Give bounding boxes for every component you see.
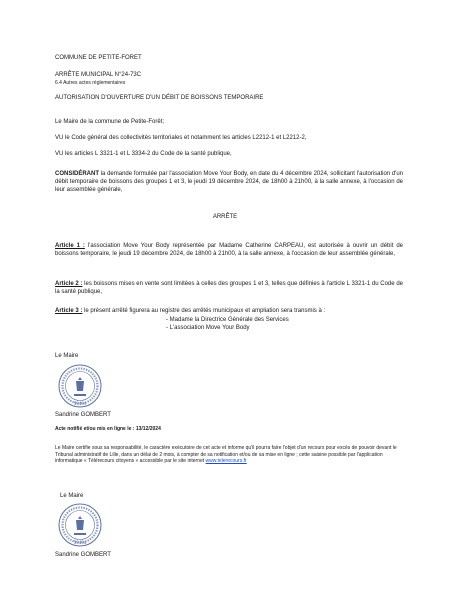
recipient-dgs: - Madame la Directrice Générale des Services bbox=[166, 317, 289, 323]
recipient-association: - L'association Move Your Body bbox=[166, 325, 250, 331]
arrete-heading: ARRÊTE bbox=[212, 214, 238, 220]
article-1-label: Article 1 : bbox=[55, 243, 85, 249]
article-3-label: Article 3 : bbox=[55, 308, 83, 314]
arrete-subject: AUTORISATION D'OUVERTURE D'UN DÉBIT DE BOISSONS TEMPORAIRE bbox=[55, 95, 264, 101]
vu-sante-publique: VU les articles L 3321-1 et L 3334-2 du Code de la santé publique, bbox=[55, 151, 232, 157]
article-1 bbox=[55, 242, 403, 258]
article-1-text: l'association Move Your Body représentée par Madame Catherine CARPEAU, est autorisée à ouvrir un débit de boissons temporaire, le jeudi 19 décembre 2024, de 18h00 à 21h00, à la salle annexe, à l'occasion de leur assemblée générale, bbox=[55, 243, 403, 257]
mayor-preamble: Le Maire de la commune de Petite-Forêt; bbox=[55, 119, 165, 125]
vu-cgct: VU le Code général des collectivités territoriales et notamment les articles L2212-1 et L2212-2, bbox=[55, 135, 307, 141]
seal-code: 59494 bbox=[73, 401, 87, 406]
arrete-number: ARRÊTE MUNICIPAL N°24-73C bbox=[55, 72, 142, 78]
seal-code: 59494 bbox=[73, 540, 87, 545]
mairie-seal-icon bbox=[58, 364, 102, 408]
signature-name-1: Sandrine GOMBERT bbox=[55, 412, 111, 418]
article-2-label: Article 2 : bbox=[55, 281, 83, 287]
telerecours-link[interactable]: www.telerecours.fr bbox=[205, 458, 247, 464]
signature-role-2: Le Maire bbox=[60, 493, 84, 499]
mairie-seal-icon bbox=[58, 503, 102, 547]
article-2-text: les boissons mises en vente sont limitées à celles des groupes 1 et 3, telles que définies à l'article L 3321-1 du Code de la santé publique, bbox=[55, 281, 403, 295]
article-3-text: le présent arrêté figurera au registre des arrêtés municipaux et ampliation sera transmis à : bbox=[82, 308, 326, 314]
legal-notice: Le Maire certifie sous sa responsabilité, le caractère exécutoire de cet acte et informe qu'il pourra faire l'objet d'un recours pour excès de pouvoir devant le Tribunal administratif de Lille, dans un délai de 2 mois, à compter de sa notification et/ou de sa mise en ligne ; cette saisine possible par l'application informatique « Télérecours citoyens » accessible par le site internet www.telerecours.fr bbox=[55, 445, 397, 464]
notification-date: Acte notifié et/ou mis en ligne le : 13/12/2024 bbox=[55, 426, 161, 432]
commune-name: COMMUNE DE PETITE-FORET bbox=[55, 55, 142, 61]
considerant-paragraph bbox=[55, 170, 403, 194]
article-2 bbox=[55, 280, 403, 296]
article-3 bbox=[55, 307, 403, 315]
considerant-text: la demande formulée par l'association Move Your Body, en date du 4 décembre 2024, sollicitant l'autorisation d'un débit temporaire de boissons des groupes 1 et 3, le jeudi 19 décembre 2024, de 18h00 à 21h00, à la salle annexe, à l'occasion de leur assemblée générale, bbox=[55, 171, 403, 193]
considerant-keyword: CONSIDÉRANT bbox=[55, 171, 100, 177]
arrete-category: 6.4 Autres actes réglementaires bbox=[55, 80, 126, 86]
signature-name-2: Sandrine GOMBERT bbox=[55, 552, 111, 558]
signature-role-1: Le Maire bbox=[55, 353, 79, 359]
